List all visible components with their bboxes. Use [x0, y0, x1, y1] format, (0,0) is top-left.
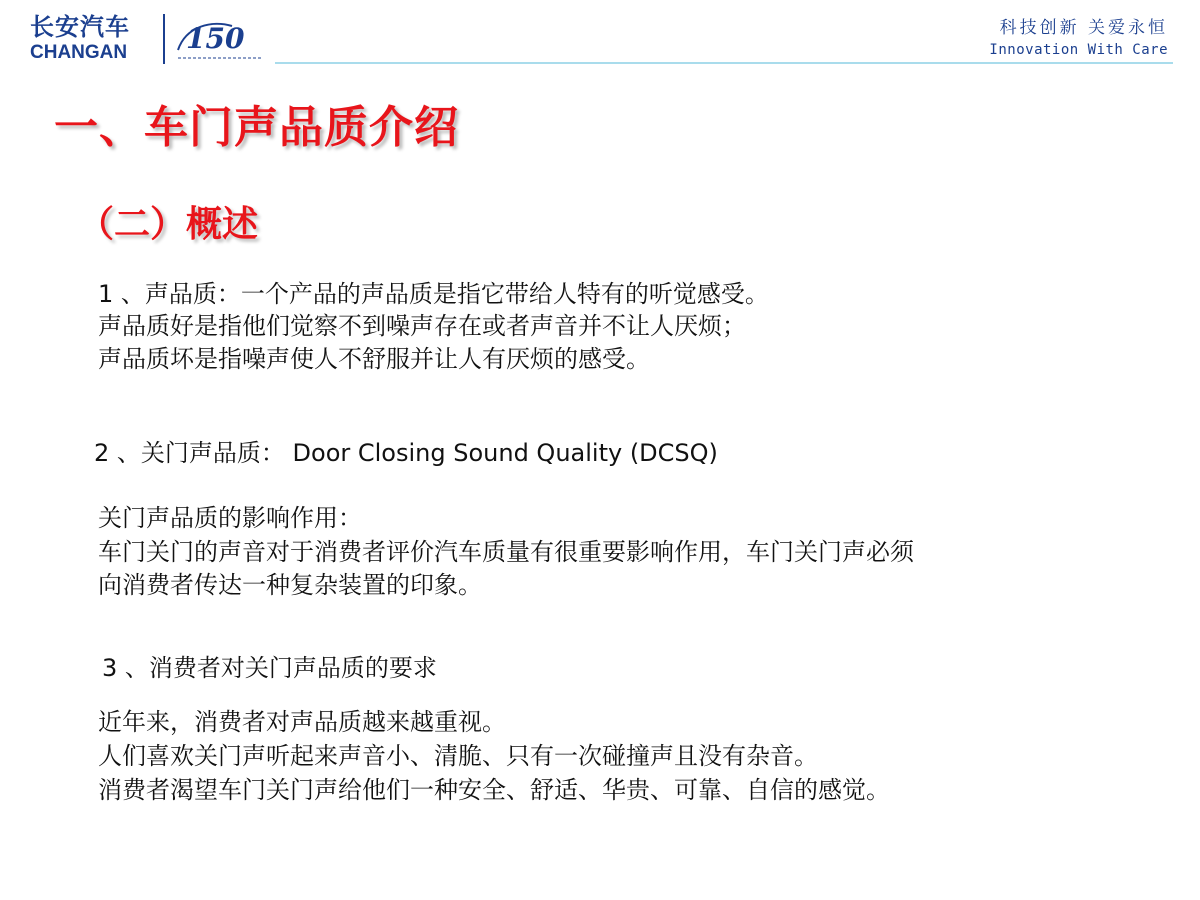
section2-line: 关门声品质的影响作用： — [98, 504, 362, 532]
slide-subtitle: （二）概述 — [78, 204, 259, 245]
section3-heading: 3 、消费者对关门声品质的要求 — [102, 654, 437, 682]
slide-title: 一、车门声品质介绍 — [54, 102, 459, 153]
section3-line: 消费者渴望车门关门声给他们一种安全、舒适、华贵、可靠、自信的感觉。 — [98, 776, 890, 804]
slide-header — [0, 0, 1200, 70]
anniversary-logo — [172, 12, 272, 66]
header-rule — [275, 62, 1173, 64]
section3-line: 人们喜欢关门声听起来声音小、清脆、只有一次碰撞声且没有杂音。 — [98, 742, 818, 770]
changan-logo-chinese: 长安汽车 — [30, 13, 130, 41]
logo-divider — [163, 14, 165, 64]
section2-heading: 2 、关门声品质： Door Closing Sound Quality (DCSQ) — [94, 439, 718, 467]
changan-logo-english: CHANGAN — [30, 42, 128, 63]
section2-line: 向消费者传达一种复杂装置的印象。 — [98, 571, 482, 599]
section1-line: 声品质坏是指噪声使人不舒服并让人有厌烦的感受。 — [98, 345, 650, 373]
section1-heading: 1 、声品质：一个产品的声品质是指它带给人特有的听觉感受。 — [98, 280, 769, 308]
section2-line: 车门关门的声音对于消费者评价汽车质量有很重要影响作用，车门关门声必须 — [98, 538, 914, 566]
section1-line: 声品质好是指他们觉察不到噪声存在或者声音并不让人厌烦； — [98, 312, 746, 340]
slogan-chinese: 科技创新 关爱永恒 — [999, 18, 1168, 38]
anniversary-number: 150 — [186, 22, 245, 55]
section3-line: 近年来，消费者对声品质越来越重视。 — [98, 708, 506, 736]
slogan-english: Innovation With Care — [989, 42, 1168, 58]
